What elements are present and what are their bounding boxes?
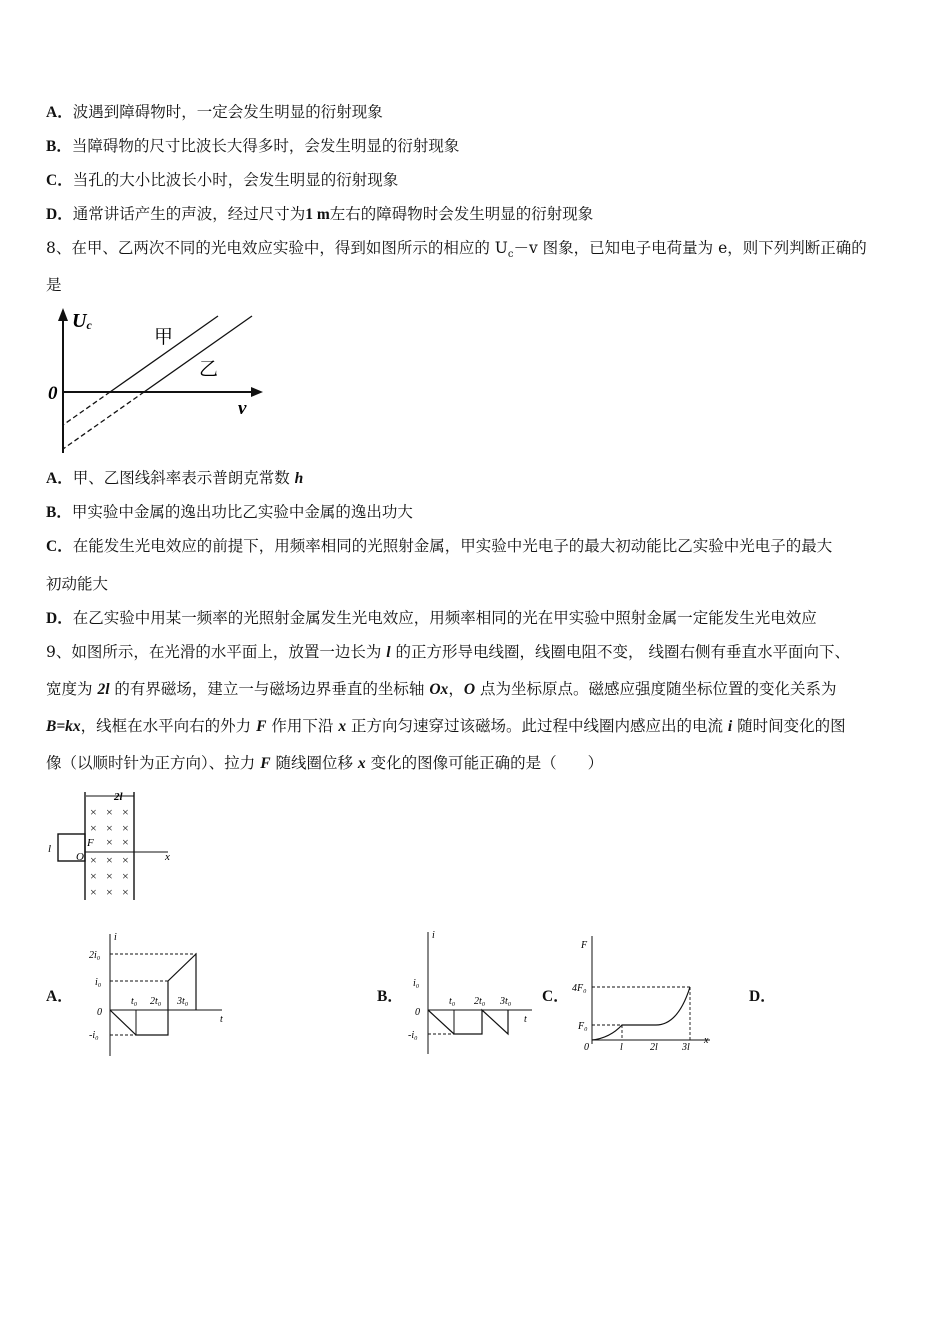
q7-option-a [46,102,383,123]
q8-option-a [46,468,303,489]
stem-text: 点为坐标原点。磁感应强度随坐标位置的变化关系为 [475,680,837,698]
option-label: A． [46,470,73,487]
stem-subscript: c [507,249,514,261]
option-text: 当障碍物的尺寸比波长大得多时，会发生明显的衍射现象 [71,137,460,155]
q9-choice-a-label[interactable]: A． [46,988,73,1005]
sym-x: x [338,718,347,735]
option-text: 甲实验中金属的逸出功比乙实验中金属的逸出功大 [71,503,413,521]
stem-text: 的有界磁场，建立一与磁场边界垂直的坐标轴 [109,680,430,698]
sym-l: l [386,644,391,661]
force-curve [592,987,690,1040]
q8-figure [46,305,266,457]
tick-2t0: 2t₀ [474,996,486,1007]
axis-label-t: t [220,1014,223,1025]
field-cross: × [90,805,97,819]
stem-text: 8、在甲、乙两次不同的光电效应实验中，得到如图所示的相应的 U [46,239,508,257]
option-text: 在能发生光电效应的前提下，用频率相同的光照射金属，甲实验中光电子的最大初动能比乙实验中光电子的最大 [72,537,833,555]
tick-minus-i0: -i₀ [408,1030,418,1041]
tick-minus-i0: -i₀ [89,1030,99,1041]
option-text: 在乙实验中用某一频率的光照射金属发生光电效应，用频率相同的光在甲实验中照射金属一定能发生光电效应 [72,609,817,627]
current-curve [428,1010,508,1034]
option-label: A． [46,104,73,121]
q9-choice-a-graph [88,930,238,1058]
q9-choice-c-label[interactable]: C． [542,988,569,1005]
x-axis-label: v [238,398,247,419]
field-cross: × [122,885,129,899]
tick-i0: i₀ [413,978,420,989]
stem-text: ，线框在水平向右的外力 [80,717,257,735]
q9-stem-line-4 [46,753,603,774]
sym-bkx: B=kx [46,718,81,735]
stem-text: －v 图象，已知电子电荷量为 e，则下列判断正确的 [513,239,867,257]
axis-label: x [165,851,170,863]
y-axis-arrow [58,308,68,321]
field-cross: × [90,853,97,867]
stem-text: 随线圈位移 [270,754,358,772]
axis-label-i: i [432,930,435,941]
field-cross: × [90,869,97,883]
option-text: 当孔的大小比波长小时，会发生明显的衍射现象 [72,171,399,189]
origin-label: 0 [48,383,58,404]
field-cross: × [122,869,129,883]
q9-choice-b-graph [408,928,536,1056]
field-cross: × [106,885,113,899]
axis-label-i: i [114,932,117,943]
tick-0: 0 [584,1042,589,1053]
stem-text: 像（以顺时针为正方向）、拉力 [46,754,261,772]
tick-0: 0 [97,1007,102,1018]
width-label: 2l [114,791,123,803]
option-label: D． [46,206,73,223]
tick-3t0: 3t₀ [177,996,189,1007]
field-cross: × [106,835,113,849]
q9-stem-line-1 [46,642,850,663]
current-curve [110,954,196,1035]
option-number: 1 m [305,206,330,223]
tick-0: 0 [415,1007,420,1018]
q7-option-c [46,170,398,191]
field-cross: × [106,805,113,819]
tick-f0: F₀ [578,1021,588,1032]
tick-4f0: 4F₀ [572,983,587,994]
stem-text: 作用下沿 [266,717,339,735]
q8-option-b [46,502,413,523]
option-text: 甲、乙图线斜率表示普朗克常数 [72,469,295,487]
stem-text: 9、如图所示，在光滑的水平面上，放置一边长为 [46,643,387,661]
q9-choice-d-label[interactable]: D． [749,988,776,1005]
field-cross: × [122,821,129,835]
line-yi-label: 乙 [199,359,219,380]
origin-label: O [76,851,84,863]
field-cross: × [90,821,97,835]
q9-stem-line-3 [46,716,846,737]
sym-o: O [463,681,476,698]
tick-2i0: 2i₀ [89,950,101,961]
q9-choice-c-graph [570,932,718,1054]
field-cross: × [106,821,113,835]
q8-stem-line-2: 是 [46,276,62,294]
stem-text: 随时间变化的图 [732,717,846,735]
sym-ox: Ox [429,681,449,698]
field-cross: × [106,869,113,883]
x-axis-arrow [251,387,263,397]
q9-figure [46,788,186,906]
option-label: B． [46,138,72,155]
option-label: B． [46,504,72,521]
axis-label-f: F [581,940,588,951]
q8-option-c-cont: 初动能大 [46,575,109,593]
stem-text: 正方向匀速穿过该磁场。此过程中线圈内感应出的电流 [346,717,728,735]
tick-t0: t₀ [131,996,138,1007]
sym-f: F [256,718,267,735]
stem-text: 变化的图像可能正确的是（ ） [365,754,604,772]
tick-l: l [620,1042,623,1053]
sym-i: i [727,718,733,735]
force-label: F [87,837,94,849]
field-cross: × [90,885,97,899]
planck-symbol: h [294,470,304,487]
option-text: 通常讲话产生的声波，经过尺寸为 [72,205,306,223]
tick-i0: i₀ [95,977,102,988]
axis-label-t: t [524,1014,527,1025]
sym-2l: 2l [97,681,110,698]
tick-3l: 3l [682,1042,690,1053]
axis-label-x: x [704,1035,709,1046]
sym-f: F [260,755,271,772]
q8-option-d [46,608,817,629]
stem-text: 宽度为 [46,680,98,698]
y-axis-label: Uc [72,310,92,332]
q9-choice-b-label[interactable]: B． [377,988,403,1005]
field-cross: × [122,835,129,849]
q8-stem-line-1 [46,238,867,265]
tick-t0: t₀ [449,996,456,1007]
stem-text: 的正方形导电线圈，线圈电阻不变， 线圈右侧有垂直水平面向下、 [390,643,850,661]
sym-x: x [357,755,366,772]
option-label: C． [46,538,73,555]
tick-3t0: 3t₀ [500,996,512,1007]
option-label: D． [46,610,73,627]
q9-stem-line-2 [46,679,836,700]
q8-option-c [46,536,832,557]
line-yi-extension [63,392,144,449]
stem-text: ， [448,680,464,698]
tick-2l: 2l [650,1042,658,1053]
q7-option-d [46,204,593,225]
q7-option-b [46,136,459,157]
field-cross: × [122,805,129,819]
field-cross: × [122,853,129,867]
line-jia-extension [63,392,110,425]
option-text: 左右的障碍物时会发生明显的衍射现象 [329,205,594,223]
option-label: C． [46,172,73,189]
tick-2t0: 2t₀ [150,996,162,1007]
field-cross: × [106,853,113,867]
line-jia-label: 甲 [154,327,174,348]
side-label: l [48,843,52,855]
option-text: 波遇到障碍物时，一定会发生明显的衍射现象 [72,103,383,121]
